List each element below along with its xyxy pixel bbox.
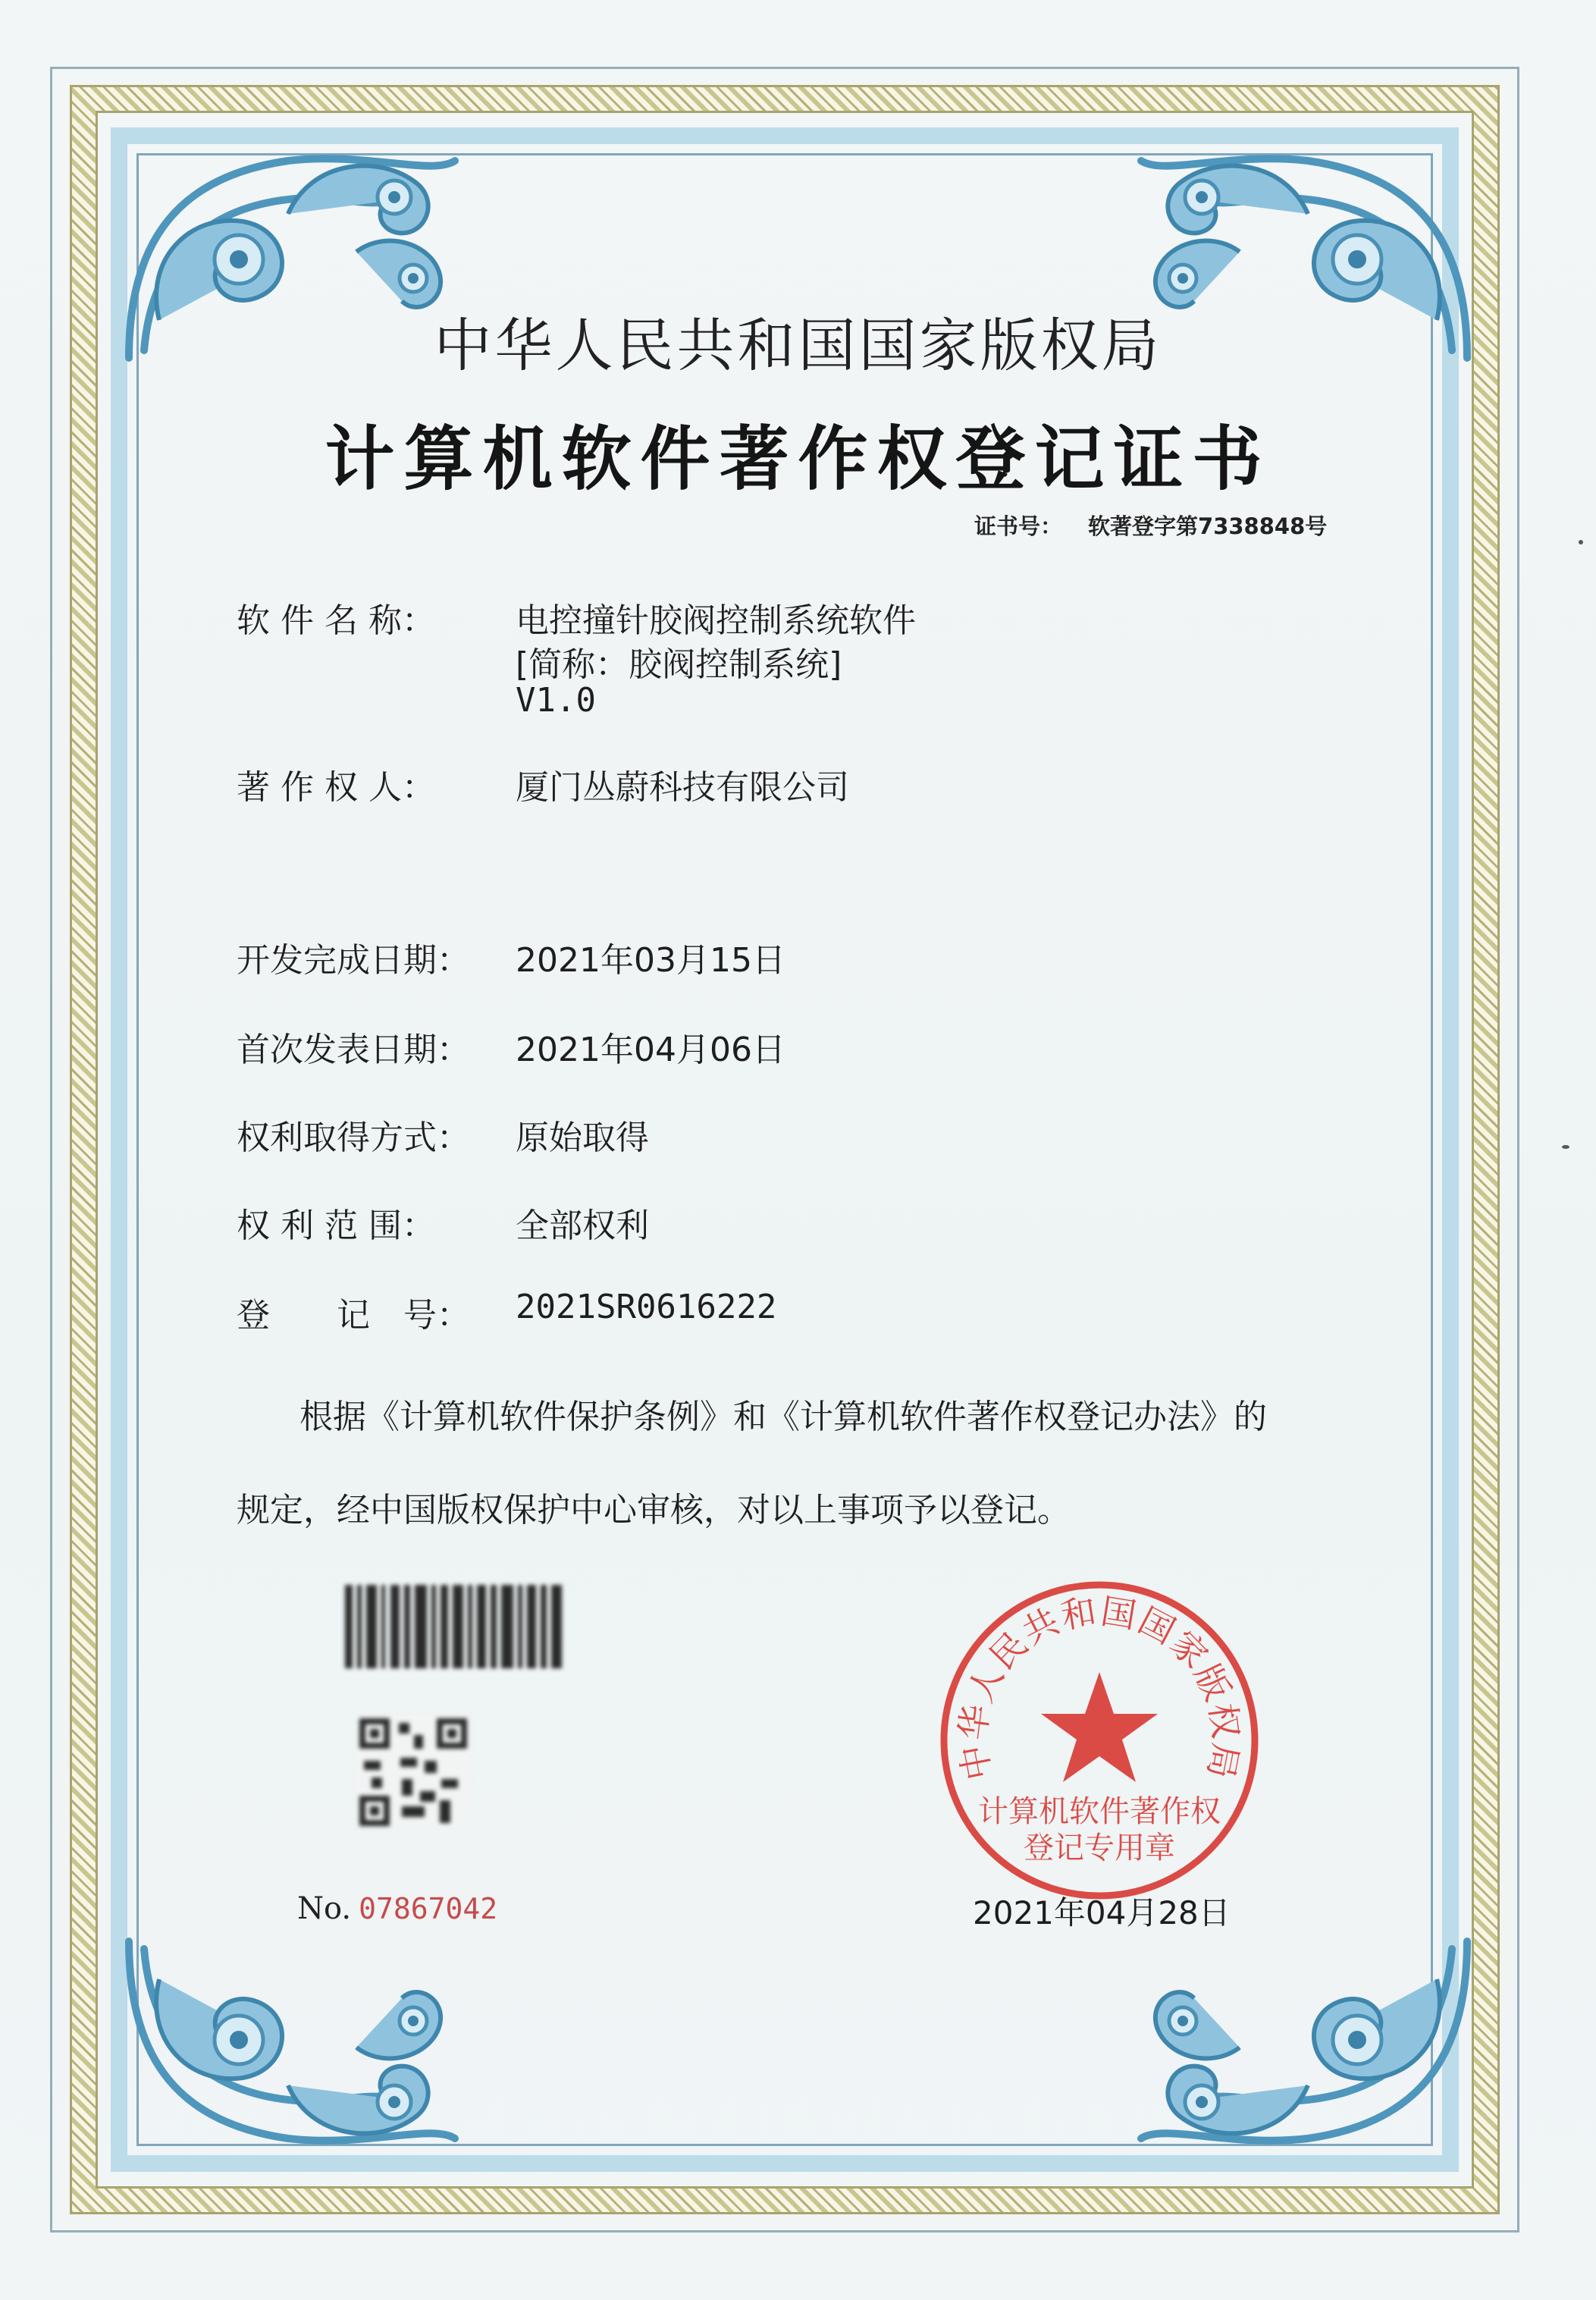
owner-label: 著 作 权 人： [237, 768, 435, 807]
scope-value: 全部权利 [516, 1206, 649, 1245]
serial-number [297, 1891, 497, 1926]
certificate-number-value: 软著登字第7338848号 [1088, 513, 1328, 539]
official-seal-stamp [936, 1577, 1262, 1903]
serial-number-value: 07867042 [359, 1892, 498, 1925]
corner-ornament-icon [1126, 1926, 1482, 2169]
issue-date: 2021年04月28日 [973, 1894, 1231, 1931]
qr-code-icon [356, 1715, 470, 1829]
seal-ring-text: 中华人民共和国国家版权局 [952, 1590, 1247, 1784]
certificate-number [974, 510, 1327, 541]
scan-speck [1579, 540, 1583, 544]
barcode-icon [345, 1585, 565, 1668]
acquisition-value: 原始取得 [516, 1119, 649, 1157]
certificate-number-label: 证书号： [974, 513, 1063, 539]
software-short-name: [简称：胶阀控制系统] [516, 645, 842, 684]
registration-value: 2021SR0616222 [516, 1288, 777, 1326]
software-name-label: 软 件 名 称： [237, 601, 435, 640]
star-icon [1041, 1672, 1158, 1782]
software-version: V1.0 [516, 681, 596, 720]
dev-date-label: 开发完成日期： [237, 941, 470, 980]
scan-speck [1562, 1145, 1569, 1149]
registration-label: 登 记 号： [237, 1296, 470, 1335]
pub-date-label: 首次发表日期： [237, 1031, 470, 1069]
acquisition-label: 权利取得方式： [237, 1119, 470, 1157]
corner-ornament-icon [114, 1926, 470, 2169]
issuer-name: 中华人民共和国国家版权局 [434, 312, 1162, 379]
dev-date-value: 2021年03月15日 [516, 941, 785, 980]
pub-date-value: 2021年04月06日 [516, 1031, 785, 1069]
seal-center-line-2: 登记专用章 [1024, 1831, 1175, 1865]
owner-value: 厦门丛蔚科技有限公司 [516, 768, 849, 807]
certificate-title: 计算机软件著作权登记证书 [325, 418, 1271, 500]
serial-number-label: No. [297, 1891, 352, 1926]
software-name-value: 电控撞针胶阀控制系统软件 [516, 601, 916, 640]
scope-label: 权 利 范 围： [237, 1206, 435, 1245]
legal-basis-line-1: 根据《计算机软件保护条例》和《计算机软件著作权登记办法》的 [299, 1398, 1267, 1436]
seal-center-line-1: 计算机软件著作权 [978, 1794, 1221, 1829]
legal-basis-line-2: 规定，经中国版权保护中心审核，对以上事项予以登记。 [237, 1491, 1071, 1530]
